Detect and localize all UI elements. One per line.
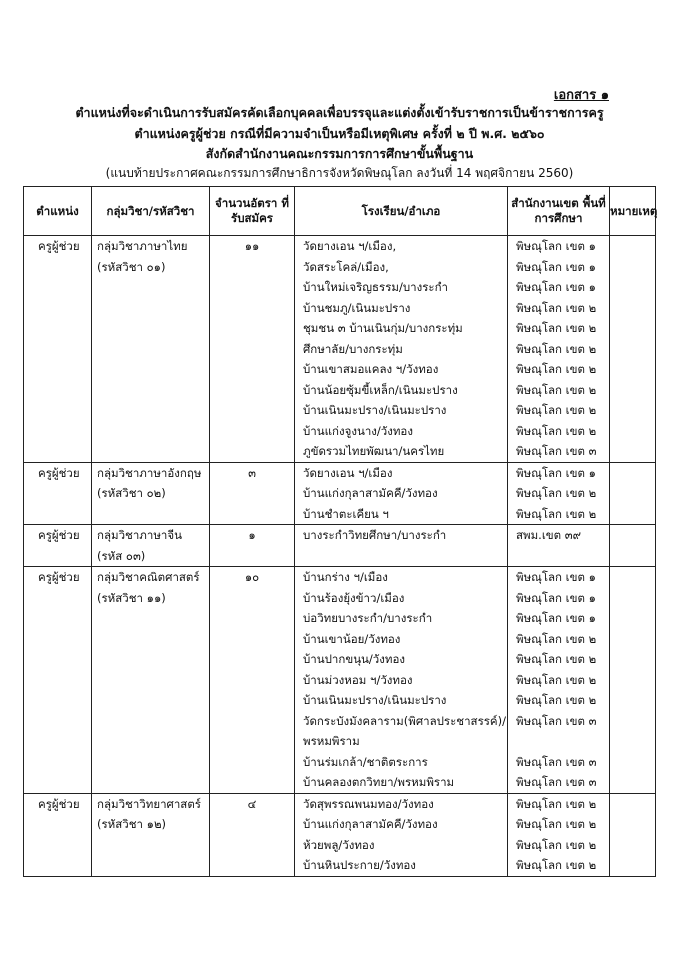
school-name: บ้านชมภู/เนินมะปราง [303,300,411,315]
subject-cell [92,525,210,567]
office-name [508,546,609,567]
office-name: พิษณุโลก เขต ๒ [516,817,597,831]
document-label: เอกสาร ๑ [553,88,609,103]
table-row [24,793,656,876]
school-name: บ้านชำตะเคียน ฯ [303,506,389,521]
header-school: โรงเรียน/อำเภอ [295,187,508,236]
office-name: พิษณุโลก เขต ๑ [516,590,596,605]
table-body [24,236,656,877]
count-cell [210,236,295,463]
remark-cell [610,462,656,525]
office-name: พิษณุโลก เขต ๒ [516,796,597,811]
count-text: ๑๑ [244,239,260,253]
subject-cell [92,236,210,463]
remark-cell [610,567,656,794]
office-name: พิษณุโลก เขต ๒ [516,631,597,646]
subject-text: (รหัสวิชา ๑๒) [97,817,167,831]
table-header-row [24,187,656,236]
school-name: บ้านเขาสมอแคลง ฯ/วังทอง [303,362,439,376]
position-text: ครูผู้ช่วย [38,570,80,584]
remark-cell [610,525,656,567]
school-name: บ้านแก่งกุลาสามัคคี/วังทอง [303,817,438,831]
school-cell [295,236,508,463]
office-name: พิษณุโลก เขต ๒ [516,652,597,666]
count-cell [210,462,295,525]
school-name: ห้วยพลู/วังทอง [303,837,375,852]
school-name: บ้านคลองตกวิทยา/พรหมพิราม [303,775,455,789]
header-office: สำนักงานเขต พื้นที่การศึกษา [508,187,610,236]
title-line-2: ตำแหน่งครูผู้ช่วย กรณีที่มีความจำเป็นหรือมีเหตุพิเศษ ครั้งที่ ๒ ปี พ.ศ. ๒๕๖๐ [134,126,545,141]
office-name [508,731,609,752]
position-text: ครูผู้ช่วย [38,796,80,811]
subject-text: (รหัสวิชา ๐๑) [97,259,166,274]
office-name: พิษณุโลก เขต ๒ [516,362,597,376]
position-cell [24,793,92,876]
school-name: บ้านเขาน้อย/วังทอง [303,631,401,646]
count-cell [210,793,295,876]
office-name: พิษณุโลก เขต ๒ [516,506,597,521]
subject-text: กลุ่มวิชาภาษาอังกฤษ [97,465,202,480]
school-name: ศึกษาลัย/บางกระทุ่ม [303,341,403,356]
position-cell [24,525,92,567]
office-name: พิษณุโลก เขต ๓ [516,775,597,789]
office-name: พิษณุโลก เขต ๑ [516,280,596,294]
subject-text: กลุ่มวิชาคณิตศาสตร์ [97,570,200,584]
header-position: ตำแหน่ง [24,187,92,236]
office-name: พิษณุโลก เขต ๓ [516,713,597,728]
school-name: บ้านใหม่เจริญธรรม/บางระกำ [303,280,449,294]
office-cell [508,525,610,567]
subject-cell [92,462,210,525]
position-text: ครูผู้ช่วย [38,465,80,480]
header-count: จำนวนอัตรา ที่รับสมัคร [210,187,295,236]
school-name: วัดยางเอน ฯ/เมือง, [303,239,397,253]
school-name: บ้านแก่งกุลาสามัคคี/วังทอง [303,486,438,500]
office-name: พิษณุโลก เขต ๑ [516,611,596,625]
subject-text: (รหัส ๐๓) [97,548,146,563]
school-name: วัดสุพรรณพนมทอง/วังทอง [303,796,434,811]
office-cell [508,462,610,525]
school-name: บ้านแก่งจูงนาง/วังทอง [303,423,413,438]
office-name: พิษณุโลก เขต ๒ [516,672,597,687]
school-name: บ้านเนินมะปราง/เนินมะปราง [303,403,447,417]
office-name: พิษณุโลก เขต ๒ [516,321,597,335]
subject-text: (รหัสวิชา ๑๑) [97,590,166,605]
school-name: บ้านหินประกาย/วังทอง [303,858,416,872]
position-text: ครูผู้ช่วย [38,239,80,253]
office-name: พิษณุโลก เขต ๒ [516,693,597,707]
position-cell [24,462,92,525]
table-row [24,567,656,794]
school-name: บ้านกร่าง ฯ/เมือง [303,570,388,584]
position-cell [24,567,92,794]
office-cell [508,793,610,876]
office-name: พิษณุโลก เขต ๒ [516,341,597,356]
office-name: พิษณุโลก เขต ๒ [516,837,597,852]
school-name: วัดกระบังมังคลาราม(พิศาลประชาสรรค์)/ [303,713,506,728]
office-name: พิษณุโลก เขต ๑ [516,570,596,584]
school-cell [295,462,508,525]
office-name: พิษณุโลก เขต ๒ [516,858,597,872]
school-name: วัดสระโคล่/เมือง, [303,259,389,274]
school-cell [295,793,508,876]
subject-text: กลุ่มวิชาภาษาไทย [97,239,188,253]
subject-text: กลุ่มวิชาวิทยาศาสตร์ [97,796,201,811]
school-name: ชุมชน ๓ บ้านเนินกุ่ม/บางกระทุ่ม [303,321,463,335]
count-cell [210,567,295,794]
office-name: พิษณุโลก เขต ๓ [516,444,597,458]
school-name: ภูขัดรวมไทยพัฒนา/นครไทย [303,444,445,458]
school-name: บ้านร่มเกล้า/ชาติตระการ [303,754,428,769]
count-cell [210,525,295,567]
remark-cell [610,236,656,463]
header-subject: กลุ่มวิชา/รหัสวิชา [92,187,210,236]
remark-cell [610,793,656,876]
title-line-3: สังกัดสำนักงานคณะกรรมการการศึกษาขั้นพื้นฐาน [205,146,474,161]
school-name [295,546,507,567]
table-row [24,525,656,567]
office-name: พิษณุโลก เขต ๒ [516,300,597,315]
office-name: สพม.เขต ๓๙ [516,528,582,542]
position-cell [24,236,92,463]
school-cell [295,567,508,794]
school-name: วัดยางเอน ฯ/เมือง [303,465,393,480]
school-name: บ้านม่วงหอม ฯ/วังทอง [303,672,413,687]
school-cell [295,525,508,567]
office-name: พิษณุโลก เขต ๓ [516,754,597,769]
office-name: พิษณุโลก เขต ๑ [516,465,596,480]
office-name: พิษณุโลก เขต ๒ [516,382,597,397]
count-text: ๑ [248,528,256,542]
subject-text: (รหัสวิชา ๐๒) [97,486,166,500]
table-row [24,236,656,463]
office-name: พิษณุโลก เขต ๑ [516,239,596,253]
subject-cell [92,567,210,794]
subject-cell [92,793,210,876]
subject-text: กลุ่มวิชาภาษาจีน [97,528,182,542]
office-name: พิษณุโลก เขต ๑ [516,259,596,274]
table-row [24,462,656,525]
count-text: ๓ [248,465,256,480]
office-name: พิษณุโลก เขต ๒ [516,403,597,417]
school-name: บ้านร้องยุ้งข้าว/เมือง [303,590,405,605]
school-name: บางระกำวิทยศึกษา/บางระกำ [303,528,447,542]
school-name: บ้านเนินมะปราง/เนินมะปราง [303,693,447,707]
count-text: ๑๐ [244,570,260,584]
count-text: ๔ [247,796,257,811]
position-text: ครูผู้ช่วย [38,528,80,542]
office-name: พิษณุโลก เขต ๒ [516,486,597,500]
title-line-1: ตำแหน่งที่จะดำเนินการรับสมัครคัดเลือกบุคคลเพื่อบรรจุและแต่งตั้งเข้ารับราชการเป็นข้าราชการครู [75,105,604,120]
office-name: พิษณุโลก เขต ๒ [516,423,597,438]
school-name: พรหมพิราม [303,734,360,748]
school-name: บ่อวิทยบางระกำ/บางระกำ [303,611,433,625]
school-name: บ้านน้อยซุ้มขี้เหล็ก/เนินมะปราง [303,382,458,397]
school-name: บ้านปากขนุน/วังทอง [303,652,405,666]
office-cell [508,567,610,794]
office-cell [508,236,610,463]
positions-table [23,186,656,877]
subtitle: (แนบท้ายประกาศคณะกรรมการศึกษาธิการจังหวัดพิษณุโลก ลงวันที่ 14 พฤศจิกายน 2560) [105,166,574,180]
header-remark: หมายเหตุ [610,187,656,236]
